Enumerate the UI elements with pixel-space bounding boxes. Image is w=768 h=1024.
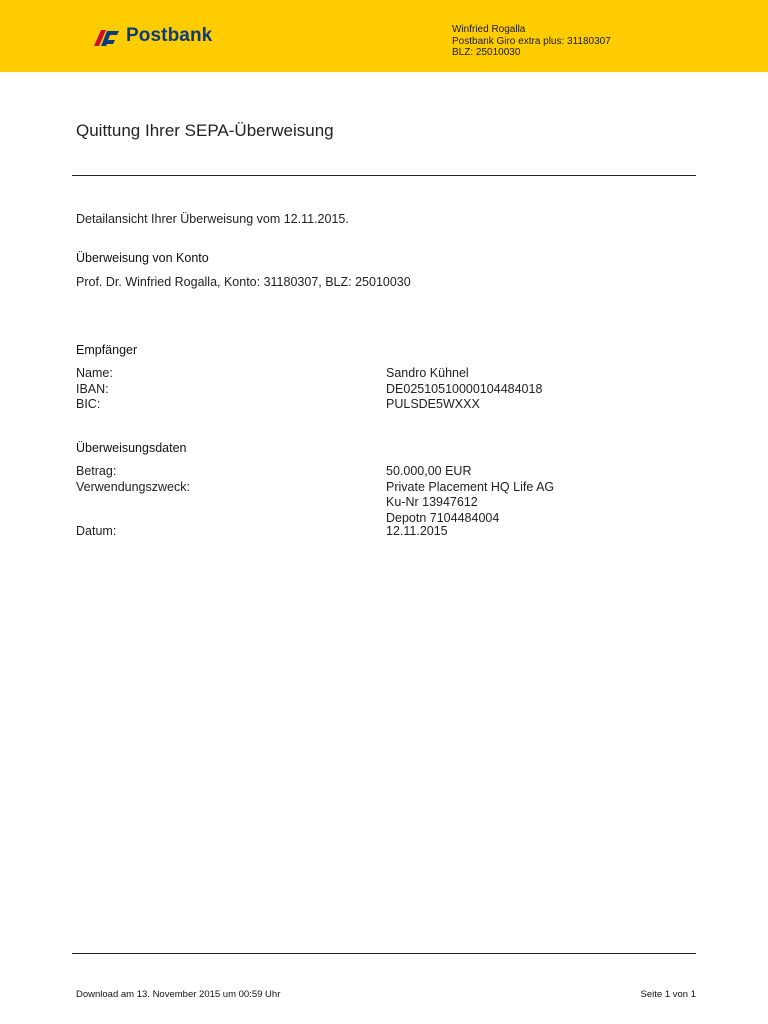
from-account-text: Prof. Dr. Winfried Rogalla, Konto: 31180307, BLZ: 25010030	[76, 275, 411, 289]
postbank-logo	[92, 24, 212, 48]
title-divider	[72, 175, 696, 176]
download-timestamp: Download am 13. November 2015 um 00:59 Uhr	[76, 989, 281, 1000]
iban-value: DE02510510000104484018	[386, 381, 543, 396]
recipient-values	[386, 366, 542, 413]
postbank-flag-icon	[92, 26, 122, 46]
recipient-heading: Empfänger	[76, 343, 138, 357]
account-blz: BLZ: 25010030	[452, 47, 521, 58]
iban-label: IBAN:	[76, 381, 109, 396]
page-title: Quittung Ihrer SEPA-Überweisung	[76, 121, 334, 140]
purpose-line: Depotn 7104484004	[386, 510, 500, 525]
transfer-labels	[76, 464, 190, 495]
transfer-values	[386, 464, 554, 526]
date-label: Datum:	[76, 524, 117, 538]
transfer-heading: Überweisungsdaten	[76, 441, 187, 455]
account-info	[452, 24, 611, 59]
name-value: Sandro Kühnel	[386, 366, 469, 380]
amount-label: Betrag:	[76, 464, 117, 478]
purpose-label: Verwendungszweck:	[76, 479, 190, 494]
intro-text: Detailansicht Ihrer Überweisung vom 12.11.2015.	[76, 212, 349, 226]
brand-name: Postbank	[126, 25, 213, 46]
date-value: 12.11.2015	[386, 524, 448, 538]
purpose-line: Private Placement HQ Life AG	[386, 479, 555, 494]
recipient-labels	[76, 366, 113, 413]
account-name: Winfried Rogalla	[452, 24, 526, 35]
header-bar	[0, 0, 768, 72]
bic-value: PULSDE5WXXX	[386, 397, 480, 411]
footer-divider	[72, 953, 696, 954]
purpose-line: Ku-Nr 13947612	[386, 495, 478, 509]
account-product: Postbank Giro extra plus: 31180307	[452, 35, 611, 47]
page-indicator: Seite 1 von 1	[640, 989, 696, 1000]
amount-value: 50.000,00 EUR	[386, 464, 472, 478]
bic-label: BIC:	[76, 397, 101, 411]
from-account-heading: Überweisung von Konto	[76, 251, 209, 265]
name-label: Name:	[76, 366, 113, 380]
